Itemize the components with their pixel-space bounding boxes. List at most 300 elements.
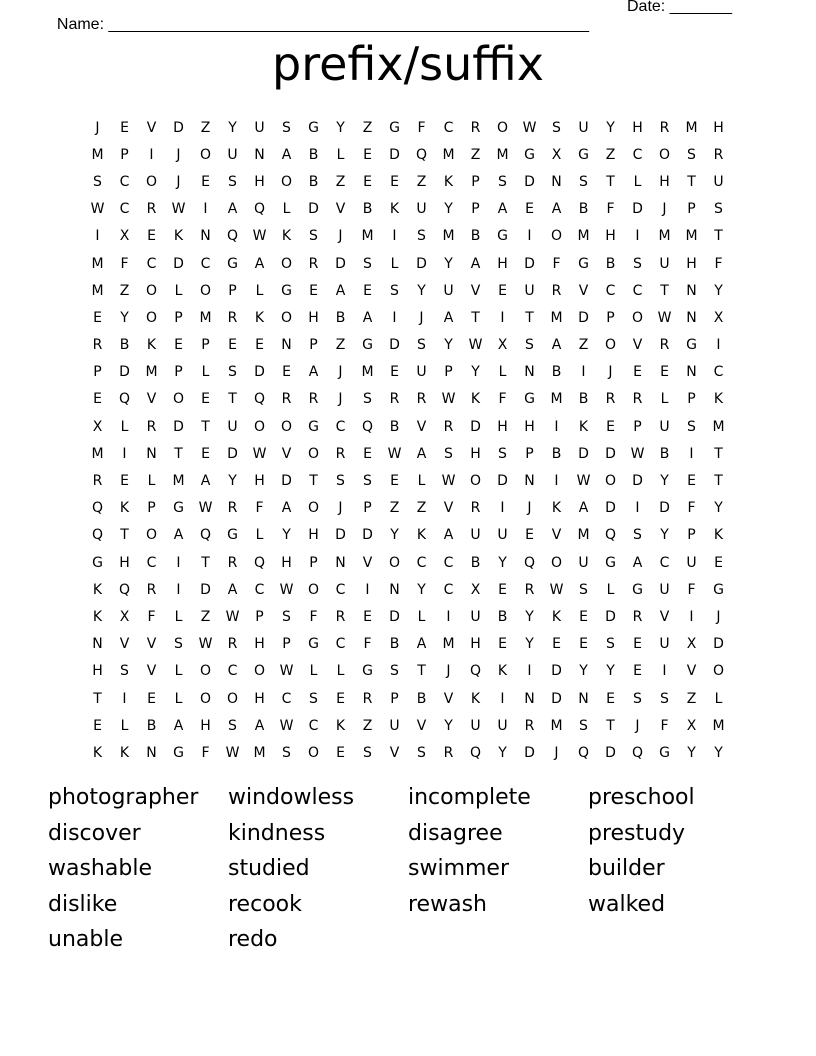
grid-letter[interactable]: N: [524, 690, 535, 707]
grid-letter[interactable]: A: [308, 364, 319, 381]
grid-letter[interactable]: A: [335, 282, 346, 299]
grid-letter[interactable]: B: [659, 445, 670, 462]
grid-letter[interactable]: L: [120, 418, 129, 435]
grid-letter[interactable]: D: [551, 690, 562, 707]
grid-letter[interactable]: E: [93, 717, 102, 734]
grid-letter[interactable]: O: [145, 173, 158, 190]
grid-letter[interactable]: B: [119, 337, 130, 354]
grid-letter[interactable]: G: [173, 500, 184, 517]
grid-letter[interactable]: B: [416, 690, 427, 707]
grid-letter[interactable]: U: [713, 173, 724, 190]
grid-letter[interactable]: A: [173, 527, 184, 544]
grid-letter[interactable]: U: [443, 282, 454, 299]
grid-letter[interactable]: P: [390, 690, 399, 707]
grid-letter[interactable]: U: [659, 636, 670, 653]
grid-letter[interactable]: H: [254, 690, 265, 707]
grid-letter[interactable]: Q: [361, 418, 374, 435]
grid-letter[interactable]: E: [363, 445, 372, 462]
grid-letter[interactable]: W: [279, 581, 294, 598]
grid-letter[interactable]: W: [576, 473, 591, 490]
grid-letter[interactable]: Z: [200, 608, 211, 625]
grid-letter[interactable]: Z: [119, 282, 130, 299]
grid-letter[interactable]: U: [254, 119, 265, 136]
grid-letter[interactable]: D: [524, 744, 535, 761]
grid-letter[interactable]: G: [686, 337, 697, 354]
grid-letter[interactable]: E: [498, 282, 507, 299]
grid-letter[interactable]: S: [363, 473, 372, 490]
grid-letter[interactable]: M: [91, 146, 104, 163]
grid-letter[interactable]: I: [689, 445, 694, 462]
grid-letter[interactable]: G: [173, 744, 184, 761]
grid-letter[interactable]: R: [632, 608, 643, 625]
grid-letter[interactable]: S: [498, 173, 507, 190]
grid-letter[interactable]: Q: [469, 744, 482, 761]
grid-letter[interactable]: A: [227, 201, 238, 218]
grid-letter[interactable]: Q: [469, 663, 482, 680]
grid-letter[interactable]: W: [252, 228, 267, 245]
grid-letter[interactable]: V: [632, 337, 643, 354]
grid-letter[interactable]: G: [659, 744, 670, 761]
grid-letter[interactable]: E: [336, 690, 345, 707]
grid-letter[interactable]: G: [362, 663, 373, 680]
grid-letter[interactable]: X: [551, 146, 562, 163]
grid-letter[interactable]: R: [308, 391, 319, 408]
grid-letter[interactable]: P: [633, 418, 642, 435]
grid-letter[interactable]: O: [307, 744, 320, 761]
grid-letter[interactable]: S: [687, 418, 696, 435]
grid-letter[interactable]: A: [254, 717, 265, 734]
grid-letter[interactable]: Z: [335, 173, 346, 190]
grid-letter[interactable]: S: [714, 201, 723, 218]
grid-letter[interactable]: M: [145, 364, 158, 381]
grid-letter[interactable]: E: [174, 337, 183, 354]
grid-letter[interactable]: I: [176, 554, 181, 571]
grid-letter[interactable]: N: [686, 364, 697, 381]
grid-letter[interactable]: O: [199, 282, 212, 299]
grid-letter[interactable]: U: [470, 717, 481, 734]
grid-letter[interactable]: O: [280, 173, 293, 190]
grid-letter[interactable]: I: [203, 201, 208, 218]
grid-letter[interactable]: B: [605, 255, 616, 272]
grid-letter[interactable]: P: [309, 337, 318, 354]
grid-letter[interactable]: M: [550, 309, 563, 326]
grid-letter[interactable]: F: [714, 255, 723, 272]
grid-letter[interactable]: Y: [444, 337, 453, 354]
grid-letter[interactable]: I: [446, 608, 451, 625]
grid-letter[interactable]: Z: [389, 500, 400, 517]
grid-letter[interactable]: P: [687, 201, 696, 218]
grid-letter[interactable]: V: [146, 636, 157, 653]
grid-letter[interactable]: L: [120, 717, 129, 734]
grid-letter[interactable]: U: [389, 717, 400, 734]
grid-letter[interactable]: M: [91, 445, 104, 462]
grid-letter[interactable]: J: [446, 663, 451, 680]
grid-letter[interactable]: L: [174, 608, 183, 625]
grid-letter[interactable]: I: [95, 228, 100, 245]
grid-letter[interactable]: M: [361, 364, 374, 381]
grid-letter[interactable]: X: [92, 418, 103, 435]
grid-letter[interactable]: P: [201, 337, 210, 354]
grid-letter[interactable]: E: [147, 690, 156, 707]
grid-letter[interactable]: S: [606, 636, 615, 653]
grid-letter[interactable]: W: [549, 581, 564, 598]
grid-letter[interactable]: H: [713, 119, 724, 136]
grid-letter[interactable]: J: [608, 364, 613, 381]
grid-letter[interactable]: M: [253, 744, 266, 761]
grid-letter[interactable]: L: [660, 391, 669, 408]
grid-letter[interactable]: L: [390, 255, 399, 272]
grid-letter[interactable]: R: [443, 744, 454, 761]
grid-letter[interactable]: C: [119, 173, 130, 190]
grid-letter[interactable]: I: [176, 581, 181, 598]
grid-letter[interactable]: B: [335, 309, 346, 326]
grid-letter[interactable]: L: [147, 473, 156, 490]
grid-letter[interactable]: T: [525, 309, 534, 326]
grid-letter[interactable]: S: [633, 255, 642, 272]
grid-letter[interactable]: Y: [498, 744, 507, 761]
grid-letter[interactable]: Z: [578, 337, 589, 354]
grid-letter[interactable]: T: [714, 473, 723, 490]
grid-letter[interactable]: O: [469, 473, 482, 490]
grid-letter[interactable]: U: [578, 554, 589, 571]
grid-letter[interactable]: E: [606, 418, 615, 435]
grid-letter[interactable]: H: [254, 636, 265, 653]
grid-letter[interactable]: R: [362, 690, 373, 707]
grid-letter[interactable]: N: [524, 364, 535, 381]
grid-letter[interactable]: Z: [416, 500, 427, 517]
grid-letter[interactable]: E: [201, 391, 210, 408]
grid-letter[interactable]: Y: [606, 119, 615, 136]
grid-letter[interactable]: F: [201, 744, 210, 761]
grid-letter[interactable]: H: [308, 309, 319, 326]
grid-letter[interactable]: J: [716, 608, 721, 625]
grid-letter[interactable]: V: [416, 717, 427, 734]
grid-letter[interactable]: R: [227, 309, 238, 326]
grid-letter[interactable]: W: [225, 608, 240, 625]
grid-letter[interactable]: M: [91, 255, 104, 272]
grid-letter[interactable]: A: [470, 255, 481, 272]
grid-letter[interactable]: V: [443, 690, 454, 707]
grid-letter[interactable]: K: [470, 690, 481, 707]
grid-letter[interactable]: G: [524, 146, 535, 163]
grid-letter[interactable]: H: [470, 445, 481, 462]
grid-letter[interactable]: R: [92, 473, 103, 490]
grid-letter[interactable]: I: [500, 500, 505, 517]
grid-letter[interactable]: U: [578, 119, 589, 136]
grid-letter[interactable]: M: [658, 228, 671, 245]
grid-letter[interactable]: O: [199, 690, 212, 707]
grid-letter[interactable]: A: [632, 554, 643, 571]
grid-letter[interactable]: E: [120, 473, 129, 490]
grid-letter[interactable]: P: [174, 309, 183, 326]
grid-letter[interactable]: N: [335, 554, 346, 571]
grid-letter[interactable]: D: [173, 418, 184, 435]
grid-letter[interactable]: I: [122, 445, 127, 462]
grid-letter[interactable]: A: [443, 527, 454, 544]
grid-letter[interactable]: E: [363, 282, 372, 299]
grid-letter[interactable]: O: [307, 445, 320, 462]
grid-letter[interactable]: H: [281, 554, 292, 571]
grid-letter[interactable]: S: [417, 228, 426, 245]
grid-letter[interactable]: X: [119, 228, 130, 245]
grid-letter[interactable]: G: [578, 255, 589, 272]
grid-letter[interactable]: M: [91, 282, 104, 299]
grid-letter[interactable]: F: [687, 500, 696, 517]
grid-letter[interactable]: O: [199, 663, 212, 680]
grid-letter[interactable]: Q: [226, 228, 239, 245]
grid-letter[interactable]: H: [686, 255, 697, 272]
grid-letter[interactable]: B: [362, 201, 373, 218]
grid-letter[interactable]: B: [578, 391, 589, 408]
grid-letter[interactable]: I: [500, 690, 505, 707]
grid-letter[interactable]: T: [660, 282, 669, 299]
grid-letter[interactable]: Y: [444, 717, 453, 734]
grid-letter[interactable]: S: [552, 119, 561, 136]
grid-letter[interactable]: Y: [228, 119, 237, 136]
grid-letter[interactable]: Z: [686, 690, 697, 707]
grid-letter[interactable]: S: [282, 119, 291, 136]
grid-letter[interactable]: U: [497, 717, 508, 734]
grid-letter[interactable]: D: [335, 527, 346, 544]
grid-letter[interactable]: I: [149, 146, 154, 163]
grid-letter[interactable]: F: [606, 201, 615, 218]
grid-letter[interactable]: T: [606, 717, 615, 734]
grid-letter[interactable]: D: [578, 309, 589, 326]
grid-letter[interactable]: O: [199, 146, 212, 163]
grid-letter[interactable]: V: [578, 282, 589, 299]
grid-letter[interactable]: O: [280, 309, 293, 326]
grid-letter[interactable]: D: [389, 337, 400, 354]
grid-letter[interactable]: V: [362, 554, 373, 571]
grid-letter[interactable]: T: [201, 554, 210, 571]
grid-letter[interactable]: R: [605, 391, 616, 408]
grid-letter[interactable]: R: [227, 636, 238, 653]
grid-letter[interactable]: L: [417, 473, 426, 490]
grid-letter[interactable]: E: [714, 554, 723, 571]
grid-letter[interactable]: Y: [714, 282, 723, 299]
grid-letter[interactable]: N: [254, 146, 265, 163]
grid-letter[interactable]: J: [338, 364, 343, 381]
grid-letter[interactable]: T: [120, 527, 129, 544]
grid-letter[interactable]: X: [686, 717, 697, 734]
grid-letter[interactable]: C: [416, 554, 427, 571]
grid-letter[interactable]: J: [176, 173, 181, 190]
grid-letter[interactable]: G: [389, 119, 400, 136]
grid-letter[interactable]: O: [307, 581, 320, 598]
grid-letter[interactable]: S: [363, 255, 372, 272]
grid-letter[interactable]: L: [336, 146, 345, 163]
grid-letter[interactable]: O: [172, 391, 185, 408]
grid-letter[interactable]: K: [254, 309, 265, 326]
grid-letter[interactable]: S: [363, 744, 372, 761]
grid-letter[interactable]: E: [687, 473, 696, 490]
grid-letter[interactable]: B: [551, 445, 562, 462]
grid-letter[interactable]: E: [525, 201, 534, 218]
grid-letter[interactable]: I: [122, 690, 127, 707]
grid-letter[interactable]: Y: [417, 282, 426, 299]
grid-letter[interactable]: D: [335, 255, 346, 272]
grid-letter[interactable]: W: [657, 309, 672, 326]
grid-letter[interactable]: V: [335, 201, 346, 218]
grid-letter[interactable]: N: [578, 690, 589, 707]
grid-letter[interactable]: E: [282, 364, 291, 381]
grid-letter[interactable]: S: [309, 690, 318, 707]
grid-letter[interactable]: B: [578, 201, 589, 218]
grid-letter[interactable]: Y: [120, 309, 129, 326]
grid-letter[interactable]: V: [146, 663, 157, 680]
grid-letter[interactable]: N: [686, 282, 697, 299]
grid-letter[interactable]: P: [228, 282, 237, 299]
grid-letter[interactable]: C: [308, 717, 319, 734]
grid-letter[interactable]: R: [146, 201, 157, 218]
grid-letter[interactable]: Y: [714, 500, 723, 517]
grid-letter[interactable]: T: [93, 690, 102, 707]
grid-letter[interactable]: R: [443, 418, 454, 435]
grid-letter[interactable]: N: [146, 445, 157, 462]
grid-letter[interactable]: E: [309, 282, 318, 299]
grid-letter[interactable]: H: [497, 418, 508, 435]
grid-letter[interactable]: C: [713, 364, 724, 381]
grid-letter[interactable]: K: [551, 608, 562, 625]
grid-letter[interactable]: E: [579, 608, 588, 625]
grid-letter[interactable]: M: [712, 717, 725, 734]
grid-letter[interactable]: C: [227, 663, 238, 680]
grid-letter[interactable]: V: [119, 636, 130, 653]
grid-letter[interactable]: V: [659, 608, 670, 625]
grid-letter[interactable]: D: [389, 608, 400, 625]
grid-letter[interactable]: L: [417, 608, 426, 625]
grid-letter[interactable]: S: [228, 364, 237, 381]
grid-letter[interactable]: P: [120, 146, 129, 163]
grid-letter[interactable]: S: [579, 581, 588, 598]
grid-letter[interactable]: D: [227, 445, 238, 462]
grid-letter[interactable]: E: [255, 337, 264, 354]
grid-letter[interactable]: Y: [660, 473, 669, 490]
grid-letter[interactable]: K: [146, 337, 157, 354]
grid-letter[interactable]: H: [119, 554, 130, 571]
grid-letter[interactable]: S: [579, 717, 588, 734]
grid-letter[interactable]: E: [552, 636, 561, 653]
grid-letter[interactable]: R: [335, 445, 346, 462]
grid-letter[interactable]: B: [470, 554, 481, 571]
grid-letter[interactable]: J: [419, 309, 424, 326]
grid-letter[interactable]: K: [92, 744, 103, 761]
grid-letter[interactable]: D: [254, 364, 265, 381]
grid-letter[interactable]: I: [689, 608, 694, 625]
grid-letter[interactable]: O: [496, 119, 509, 136]
grid-letter[interactable]: P: [525, 445, 534, 462]
grid-letter[interactable]: F: [687, 581, 696, 598]
grid-letter[interactable]: V: [146, 119, 157, 136]
grid-letter[interactable]: M: [442, 636, 455, 653]
grid-letter[interactable]: C: [632, 282, 643, 299]
grid-letter[interactable]: M: [712, 418, 725, 435]
grid-letter[interactable]: P: [174, 364, 183, 381]
grid-letter[interactable]: A: [362, 309, 373, 326]
grid-letter[interactable]: K: [389, 201, 400, 218]
grid-letter[interactable]: Y: [282, 527, 291, 544]
grid-letter[interactable]: G: [308, 418, 319, 435]
grid-letter[interactable]: A: [551, 337, 562, 354]
grid-letter[interactable]: R: [470, 500, 481, 517]
grid-letter[interactable]: N: [686, 309, 697, 326]
grid-letter[interactable]: G: [362, 337, 373, 354]
grid-letter[interactable]: S: [633, 690, 642, 707]
grid-letter[interactable]: E: [633, 636, 642, 653]
grid-letter[interactable]: H: [308, 527, 319, 544]
grid-letter[interactable]: D: [605, 608, 616, 625]
grid-letter[interactable]: L: [201, 364, 210, 381]
grid-letter[interactable]: Y: [390, 527, 399, 544]
grid-letter[interactable]: W: [252, 445, 267, 462]
grid-letter[interactable]: P: [93, 364, 102, 381]
grid-letter[interactable]: S: [309, 228, 318, 245]
grid-letter[interactable]: R: [146, 581, 157, 598]
grid-letter[interactable]: O: [550, 228, 563, 245]
grid-letter[interactable]: M: [550, 717, 563, 734]
grid-letter[interactable]: S: [687, 146, 696, 163]
grid-letter[interactable]: H: [524, 418, 535, 435]
grid-letter[interactable]: Q: [253, 391, 266, 408]
grid-letter[interactable]: P: [309, 554, 318, 571]
grid-letter[interactable]: V: [470, 282, 481, 299]
grid-letter[interactable]: F: [552, 255, 561, 272]
grid-letter[interactable]: I: [527, 663, 532, 680]
grid-letter[interactable]: O: [280, 255, 293, 272]
grid-letter[interactable]: S: [93, 173, 102, 190]
grid-letter[interactable]: Y: [525, 636, 534, 653]
grid-letter[interactable]: F: [660, 717, 669, 734]
grid-letter[interactable]: S: [228, 173, 237, 190]
grid-letter[interactable]: M: [550, 391, 563, 408]
grid-letter[interactable]: I: [500, 309, 505, 326]
grid-letter[interactable]: O: [658, 146, 671, 163]
grid-letter[interactable]: E: [390, 173, 399, 190]
grid-letter[interactable]: F: [309, 608, 318, 625]
grid-letter[interactable]: M: [442, 228, 455, 245]
grid-letter[interactable]: D: [119, 364, 130, 381]
grid-letter[interactable]: E: [363, 608, 372, 625]
grid-letter[interactable]: T: [174, 445, 183, 462]
grid-letter[interactable]: V: [146, 391, 157, 408]
grid-letter[interactable]: C: [200, 255, 211, 272]
grid-letter[interactable]: E: [498, 636, 507, 653]
grid-letter[interactable]: P: [363, 500, 372, 517]
grid-letter[interactable]: A: [281, 500, 292, 517]
grid-letter[interactable]: K: [92, 608, 103, 625]
grid-letter[interactable]: D: [173, 255, 184, 272]
grid-letter[interactable]: B: [146, 717, 157, 734]
grid-letter[interactable]: U: [227, 146, 238, 163]
grid-letter[interactable]: Q: [523, 554, 536, 571]
grid-letter[interactable]: S: [498, 445, 507, 462]
grid-letter[interactable]: T: [687, 173, 696, 190]
grid-letter[interactable]: U: [416, 364, 427, 381]
grid-letter[interactable]: A: [281, 146, 292, 163]
grid-letter[interactable]: J: [338, 500, 343, 517]
grid-letter[interactable]: S: [390, 282, 399, 299]
grid-letter[interactable]: W: [630, 445, 645, 462]
grid-letter[interactable]: K: [443, 173, 454, 190]
grid-letter[interactable]: M: [172, 473, 185, 490]
grid-letter[interactable]: G: [227, 255, 238, 272]
grid-letter[interactable]: T: [228, 391, 237, 408]
grid-letter[interactable]: U: [659, 581, 670, 598]
grid-letter[interactable]: B: [551, 364, 562, 381]
grid-letter[interactable]: H: [497, 255, 508, 272]
grid-letter[interactable]: R: [389, 391, 400, 408]
grid-letter[interactable]: O: [145, 282, 158, 299]
